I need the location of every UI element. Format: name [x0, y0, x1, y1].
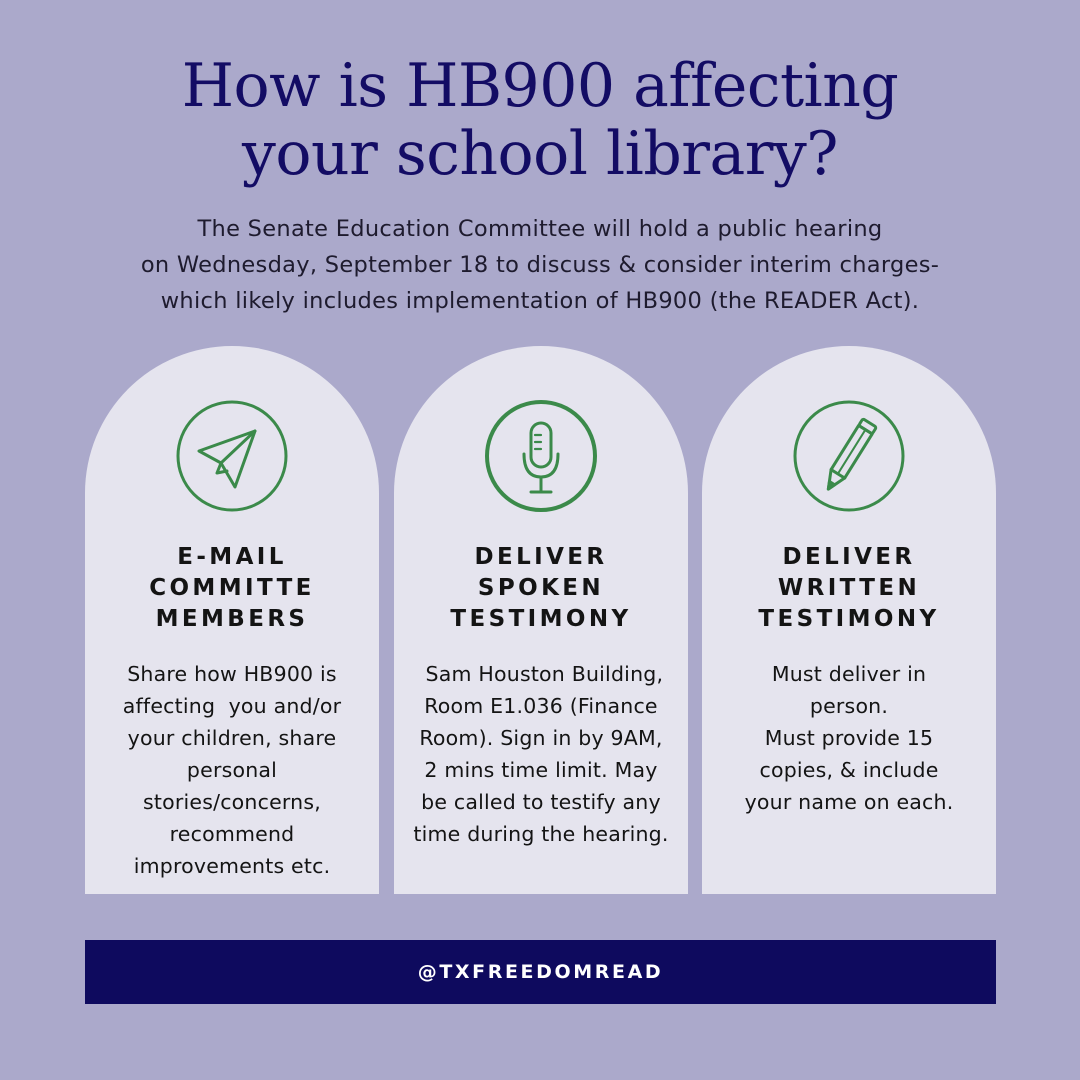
- pencil-icon: [792, 399, 906, 513]
- card-body-line: Share how HB900 is: [127, 662, 337, 686]
- card-title-line: E-MAIL: [177, 544, 287, 570]
- card-title: [702, 542, 996, 635]
- card-spoken-testimony: [394, 346, 688, 894]
- card-body-line: recommend: [169, 822, 295, 846]
- microphone-icon: [484, 399, 598, 513]
- intro-line-2: on Wednesday, September 18 to discuss & consider interim charges-: [140, 252, 940, 278]
- intro-text: [60, 211, 1020, 319]
- card-body-line: your children, share: [127, 726, 337, 750]
- card-title-line: SPOKEN: [477, 575, 605, 601]
- card-body: [85, 658, 379, 882]
- card-body-line: affecting you and/or: [122, 694, 342, 718]
- card-body-line: improvements etc.: [133, 854, 331, 878]
- card-title: [394, 542, 688, 635]
- card-title-line: MEMBERS: [155, 606, 309, 632]
- intro-line-1: The Senate Education Committee will hold a public hearing: [197, 216, 883, 242]
- card-body-line: Room E1.036 (Finance: [424, 694, 658, 718]
- card-body: [394, 658, 688, 850]
- card-body: [702, 658, 996, 818]
- card-body-line: Sam Houston Building,: [418, 662, 664, 686]
- card-title-line: COMMITTE: [149, 575, 315, 601]
- card-body-line: time during the hearing.: [413, 822, 669, 846]
- card-title-line: WRITTEN: [777, 575, 921, 601]
- paper-plane-icon: [175, 399, 289, 513]
- card-body-line: Must deliver in: [771, 662, 927, 686]
- card-email-committee: [85, 346, 379, 894]
- headline-line-1: How is HB900 affecting: [181, 51, 899, 121]
- card-body-line: person.: [809, 694, 889, 718]
- card-written-testimony: [702, 346, 996, 894]
- card-body-line: Room). Sign in by 9AM,: [419, 726, 663, 750]
- social-handle: @TXFREEDOMREAD: [417, 961, 664, 983]
- headline: [0, 52, 1080, 188]
- footer-bar: [85, 940, 996, 1004]
- card-body-line: 2 mins time limit. May: [424, 758, 658, 782]
- card-body-line: stories/concerns,: [143, 790, 321, 814]
- card-body-line: your name on each.: [744, 790, 954, 814]
- card-body-line: Must provide 15: [764, 726, 934, 750]
- card-title-line: DELIVER: [474, 544, 608, 570]
- intro-line-3: which likely includes implementation of HB900 (the READER Act).: [160, 288, 920, 314]
- headline-line-2: your school library?: [242, 119, 838, 189]
- card-title-line: TESTIMONY: [758, 606, 940, 632]
- card-body-line: be called to testify any: [421, 790, 661, 814]
- card-title-line: TESTIMONY: [450, 606, 632, 632]
- card-body-line: personal: [186, 758, 278, 782]
- card-body-line: copies, & include: [759, 758, 939, 782]
- card-title: [85, 542, 379, 635]
- card-title-line: DELIVER: [782, 544, 916, 570]
